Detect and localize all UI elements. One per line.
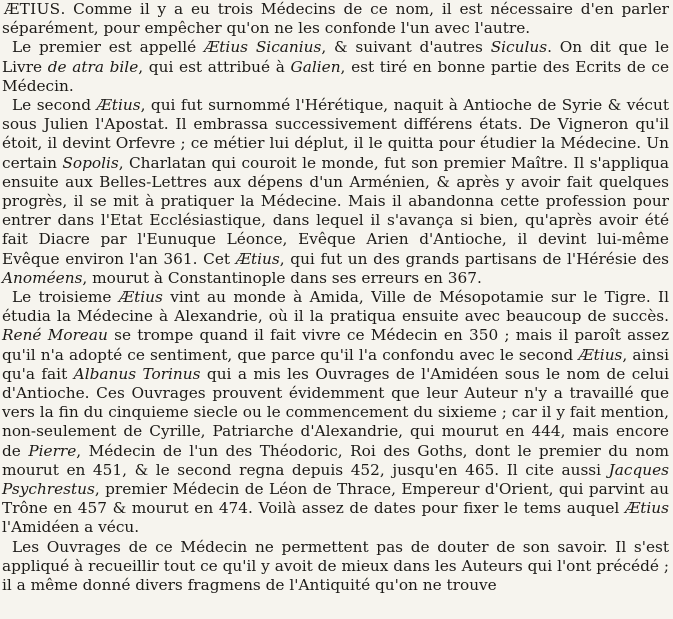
italic-name: Ætius xyxy=(624,499,669,518)
text-run: , & suivant d'autres xyxy=(321,38,491,57)
text-run: . Comme il y a eu trois Médecins de ce nom, il est nécessaire d'en parler séparément, pour empêcher qu'on ne les confonde l'un avec l'autre. xyxy=(2,0,669,38)
text-run: , mourut à Constantinople dans ses erreurs en 367. xyxy=(82,268,482,287)
italic-name: Jacques Psychrestus xyxy=(2,460,669,499)
italic-name: Galien xyxy=(290,57,341,76)
text-run: , qui fut un des grands partisans de l'Hérésie des xyxy=(279,249,669,268)
text-run: vint au monde à Amida, Ville de Mésopotamie sur le Tigre. Il étudia la Médecine à Alexandrie, où il la pratiqua ensuite avec beaucoup de succès. xyxy=(2,288,669,326)
headword: ÆTIUS xyxy=(4,0,61,18)
text-run: Le premier est appellé xyxy=(12,38,204,57)
italic-name: de atra bile xyxy=(47,57,139,76)
italic-name: Sopolis xyxy=(62,153,119,172)
text-run: , ainsi qu'a fait xyxy=(2,345,669,383)
italic-name: Anoméens xyxy=(2,268,83,287)
text-run: , Charlatan qui couroit le monde, fut son premier Maître. Il s'appliqua ensuite aux Belles-Lettres aux dépens d'un Arménien, & après y avoir fait quelques progrès, il se mit à pratiquer la Médecine. Mais il abandonna cette profession pour entrer dans l'Etat Ecclésiastique, dans lequel il s'avança si bien, qu'après avoir été fait Diacre par l'Eunuque Léonce, Evêque Arien d'Antioche, il devint lui-même Evêque environ l'an 361. Cet xyxy=(2,153,670,268)
dictionary-article xyxy=(2,0,669,595)
text-run: , qui est attribué à xyxy=(138,57,291,76)
paragraph-2 xyxy=(2,38,669,96)
italic-name: Ætius xyxy=(235,249,280,268)
italic-name: René Moreau xyxy=(2,326,108,345)
text-run: . On dit que le Livre xyxy=(2,38,669,76)
paragraph-4 xyxy=(2,288,669,538)
text-run: , Médecin de l'un des Théodoric, Roi des Goths, dont le premier du nom mourut en 451, & le second regna depuis 452, jusqu'en 465. Il cite aussi xyxy=(2,441,669,479)
text-run: , est tiré en bonne partie des Ecrits de ce Médecin. xyxy=(2,57,669,95)
paragraph-3 xyxy=(2,96,669,288)
text-run: , premier Médecin de Léon de Thrace, Empereur d'Orient, qui parvint au Trône en 457 & mourut en 474. Voilà assez de dates pour fixer le tems auquel xyxy=(2,480,669,518)
italic-name: Albanus Torinus xyxy=(73,364,201,383)
italic-name: Ætius xyxy=(96,96,141,115)
text-run: Les Ouvrages de ce Médecin ne permettent pas de douter de son savoir. Il s'est appliqué à recueillir tout ce qu'il y avoit de mieux dans les Auteurs qui l'ont précédé ; il a même donné divers fragmens de l'Antiquité qu'on ne trouve xyxy=(2,537,669,595)
paragraph-1 xyxy=(2,0,669,38)
text-run: , qui fut surnommé l'Hérétique, naquit à Antioche de Syrie & vécut sous Julien l'Apostat. Il embrassa successivement différens états. De Vigneron qu'il étoit, il devint Orfevre ; ce métier lui déplut, il le quitta pour étudier la Médecine. Un certain xyxy=(2,96,669,172)
text-run: Le second xyxy=(12,96,97,115)
text-run: Le troisieme xyxy=(12,288,119,307)
italic-name: Ætius xyxy=(578,345,623,364)
text-run: l'Amidéen a vécu. xyxy=(2,518,140,537)
paragraph-5 xyxy=(2,538,669,596)
text-run: se trompe quand il fait vivre ce Médecin en 350 ; mais il paroît assez qu'il n'a adopté ce sentiment, que parce qu'il l'a confondu avec le second xyxy=(2,326,669,364)
italic-name: Pierre xyxy=(28,441,77,460)
italic-name: Siculus xyxy=(490,38,548,57)
italic-name: Ætius xyxy=(118,288,163,307)
italic-name: Ætius Sicanius xyxy=(203,38,322,57)
text-run: qui a mis les Ouvrages de l'Amidéen sous le nom de celui d'Antioche. Ces Ouvrages prouvent évidemment que leur Auteur n'y a travaillé que vers la fin du cinquieme siecle ou le commencement du sixieme ; car il y fait mention, non-seulement de Cyrille, Patriarche d'Alexandrie, qui mourut en 444, mais encore de xyxy=(2,364,669,460)
